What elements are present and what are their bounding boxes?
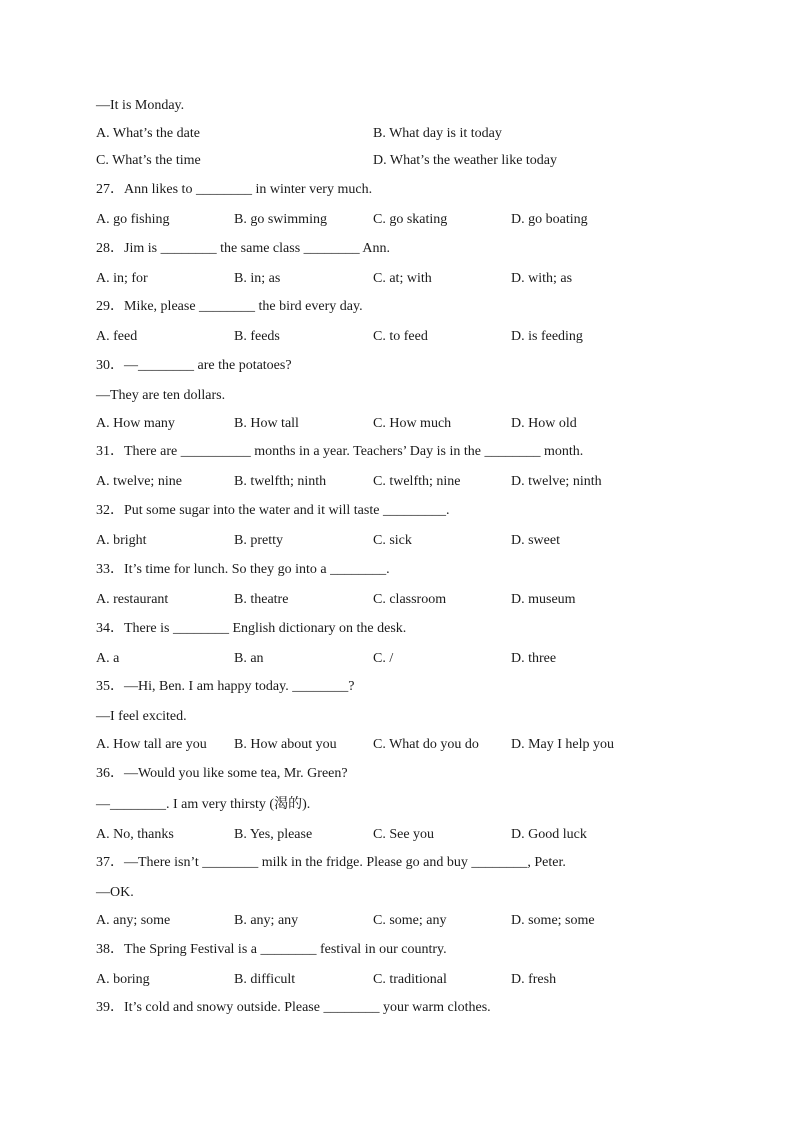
q36-option-d: D. Good luck — [511, 827, 587, 842]
q33-option-a: A. restaurant — [96, 592, 169, 607]
question-27: 27．Ann likes to ________ in winter very much. — [96, 182, 373, 197]
q29-option-c: C. to feed — [373, 329, 428, 344]
q35-option-d: D. May I help you — [511, 737, 615, 752]
q27-options — [96, 211, 716, 229]
q29-options — [96, 328, 716, 346]
question-39: 39．It’s cold and snowy outside. Please ________ your warm clothes. — [96, 1000, 491, 1015]
question-37-answer-line: —OK. — [96, 885, 134, 900]
q31-option-c: C. twelfth; nine — [373, 474, 461, 489]
q26-option-c: C. What’s the time — [96, 153, 201, 168]
q32-options — [96, 532, 716, 550]
q27-option-b: B. go swimming — [234, 212, 327, 227]
q28-option-c: C. at; with — [373, 271, 432, 286]
q28-options — [96, 270, 716, 288]
q29-option-b: B. feeds — [234, 329, 280, 344]
q30-option-c: C. How much — [373, 416, 452, 431]
q30-option-b: B. How tall — [234, 416, 299, 431]
q36-option-c: C. See you — [373, 827, 435, 842]
q34-option-c: C. / — [373, 651, 394, 666]
q28-option-d: D. with; as — [511, 271, 573, 286]
question-37: 37．—There isn’t ________ milk in the fridge. Please go and buy ________, Peter. — [96, 855, 566, 870]
q36-option-a: A. No, thanks — [96, 827, 174, 842]
q33-option-d: D. museum — [511, 592, 576, 607]
q31-option-a: A. twelve; nine — [96, 474, 182, 489]
q37-option-c: C. some; any — [373, 913, 447, 928]
q34-options — [96, 650, 716, 668]
question-35-answer-line: —I feel excited. — [96, 709, 187, 724]
question-29: 29．Mike, please ________ the bird every day. — [96, 299, 363, 314]
q32-option-c: C. sick — [373, 533, 412, 548]
q30-options — [96, 415, 716, 433]
q27-option-c: C. go skating — [373, 212, 448, 227]
q34-option-a: A. a — [96, 651, 120, 666]
q38-options — [96, 971, 716, 989]
q34-option-d: D. three — [511, 651, 557, 666]
question-32: 32．Put some sugar into the water and it will taste _________. — [96, 503, 450, 518]
question-31: 31．There are __________ months in a year. Teachers’ Day is in the ________ month. — [96, 444, 584, 459]
q38-option-a: A. boring — [96, 972, 150, 987]
q26-options-row-2 — [96, 152, 716, 170]
q38-option-b: B. difficult — [234, 972, 296, 987]
question-28: 28．Jim is ________ the same class ________ Ann. — [96, 241, 390, 256]
q36-options — [96, 826, 716, 844]
q35-option-b: B. How about you — [234, 737, 337, 752]
q26-option-a: A. What’s the date — [96, 126, 200, 141]
q38-option-c: C. traditional — [373, 972, 447, 987]
q37-option-b: B. any; any — [234, 913, 299, 928]
q37-options — [96, 912, 716, 930]
question-38: 38．The Spring Festival is a ________ festival in our country. — [96, 942, 447, 957]
q31-options — [96, 473, 716, 491]
q28-option-a: A. in; for — [96, 271, 148, 286]
question-35: 35．—Hi, Ben. I am happy today. ________? — [96, 679, 355, 694]
q34-option-b: B. an — [234, 651, 264, 666]
q31-option-d: D. twelve; ninth — [511, 474, 602, 489]
q29-option-a: A. feed — [96, 329, 138, 344]
q29-option-d: D. is feeding — [511, 329, 583, 344]
question-34: 34．There is ________ English dictionary on the desk. — [96, 621, 407, 636]
q35-options — [96, 736, 716, 754]
q32-option-b: B. pretty — [234, 533, 283, 548]
q33-option-c: C. classroom — [373, 592, 447, 607]
q32-option-a: A. bright — [96, 533, 147, 548]
q26-option-d: D. What’s the weather like today — [373, 153, 558, 168]
q30-option-d: D. How old — [511, 416, 577, 431]
q27-option-d: D. go boating — [511, 212, 588, 227]
question-30: 30．—________ are the potatoes? — [96, 358, 292, 373]
q33-options — [96, 591, 716, 609]
q33-option-b: B. theatre — [234, 592, 289, 607]
q32-option-d: D. sweet — [511, 533, 560, 548]
q28-option-b: B. in; as — [234, 271, 281, 286]
question-33: 33．It’s time for lunch. So they go into a ________. — [96, 562, 390, 577]
q35-option-a: A. How tall are you — [96, 737, 207, 752]
q37-option-d: D. some; some — [511, 913, 595, 928]
q27-option-a: A. go fishing — [96, 212, 170, 227]
q35-option-c: C. What do you do — [373, 737, 479, 752]
q37-option-a: A. any; some — [96, 913, 171, 928]
q36-option-b: B. Yes, please — [234, 827, 313, 842]
q26-options-row-1 — [96, 125, 716, 143]
question-25-answer-line: —It is Monday. — [96, 98, 185, 113]
question-36: 36．—Would you like some tea, Mr. Green? — [96, 766, 348, 781]
q38-option-d: D. fresh — [511, 972, 557, 987]
question-36-answer-line: —________. I am very thirsty (渴的). — [96, 797, 311, 812]
q30-option-a: A. How many — [96, 416, 175, 431]
q31-option-b: B. twelfth; ninth — [234, 474, 327, 489]
question-30-answer-line: —They are ten dollars. — [96, 388, 226, 403]
q26-option-b: B. What day is it today — [373, 126, 502, 141]
